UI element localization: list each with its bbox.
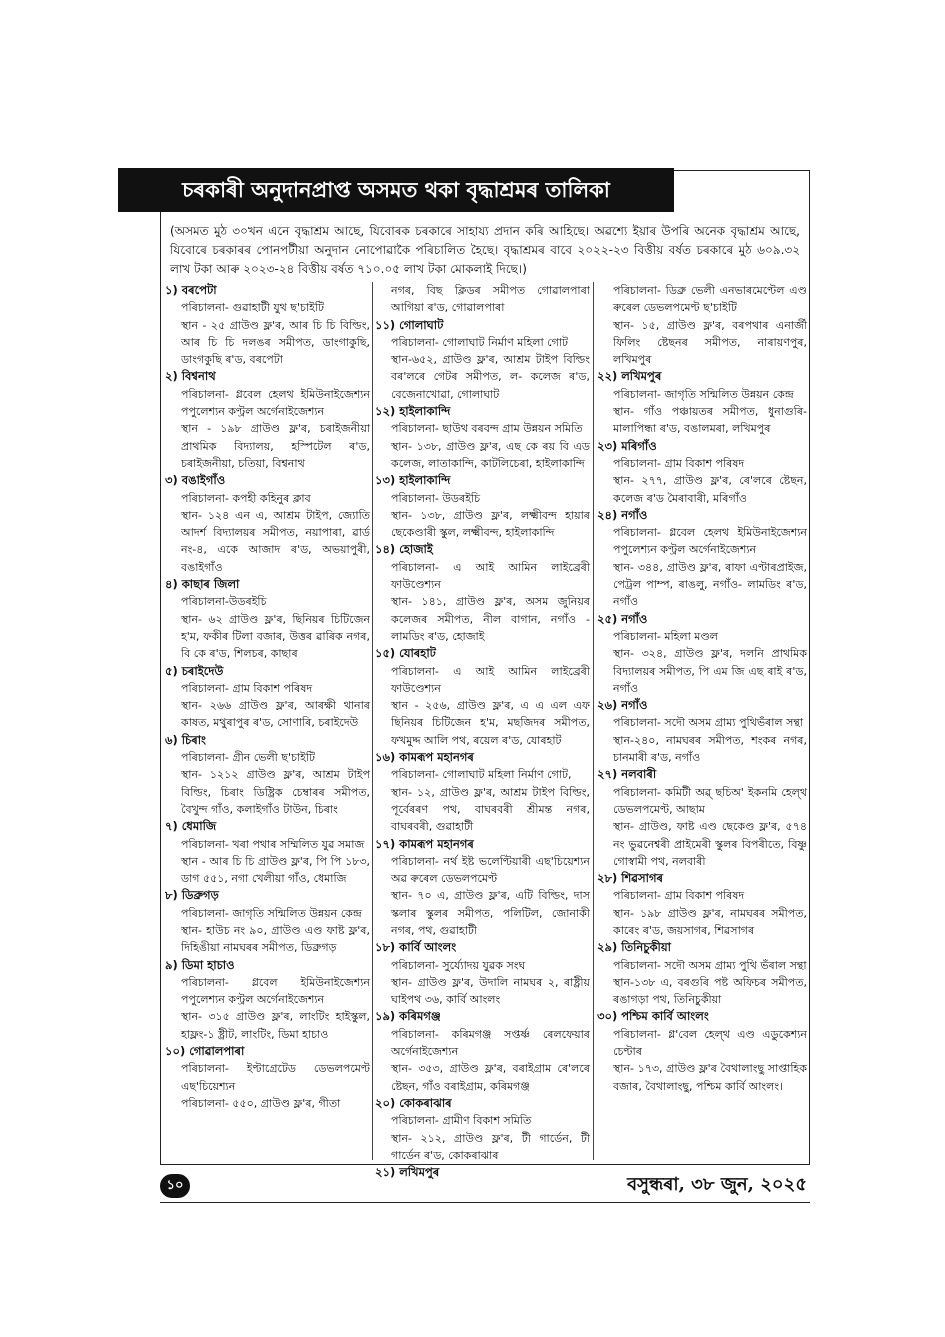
home-entry bbox=[165, 576, 370, 662]
entry-heading: ২১) লখিমপুৰ bbox=[375, 1165, 440, 1180]
entry-line: স্থান - ২৫৬, গ্ৰাউণ্ড ফ্ল'ৰ, এ এ এল এফ ছিনিয়ৰ চিটিজেন হ'ম, মছজিদৰ সমীপত, ফখমুদ্দ আলি পথ, ৰয়েল ৰ'ড, যোৰহাট bbox=[391, 699, 590, 747]
home-entry bbox=[597, 939, 807, 1008]
home-entry bbox=[165, 663, 370, 732]
home-entry bbox=[375, 1164, 590, 1181]
entry-line: পৰিচালনা- এ আই আমিন লাইব্ৰেৰী ফাউণ্ডেশ্যন bbox=[391, 560, 590, 592]
entry-line: স্থান - ২৫ গ্ৰাউণ্ড ফ্ল'ৰ, আৰ চি চি বিল্ডিং, আৰ চি চি দলঙৰ সমীপত, ডাংগাকুছি, ডাংগকুছি ৰ'ড, বৰপেটা bbox=[181, 318, 370, 367]
entry-heading: ২৫) নগাঁও bbox=[597, 611, 648, 626]
footer-masthead: বসুন্ধৰা, ৩৮ জুন, ২০২৫ bbox=[627, 1174, 807, 1195]
entry-heading: ২৯) তিনিচুকীয়া bbox=[597, 940, 671, 955]
entry-line: পৰিচালনা- কমিটী অৱ্ ছচিঅ' ইকনমি হেল্থ ডেভলপমেণ্ট, আছাম bbox=[613, 785, 807, 816]
entry-heading: ৭) ধেমাজি bbox=[165, 819, 217, 834]
home-entry bbox=[597, 282, 807, 368]
entry-line: পৰিচালনা- উডৰইচি bbox=[391, 491, 481, 505]
entry-line: পৰিচালনা- গ্লবেল হেলথ ইমিউনাইজেশ্যন পপুলেশ্যন কণ্ট্ৰল অৰ্গেনাইজেশ্যন bbox=[613, 526, 807, 557]
entry-line: স্থান- হাউচ নং ৯০, গ্ৰাউণ্ড এণ্ড ফাষ্ট ফ্ল'ৰ, দিহিঙীয়া নামঘৰৰ সমীপত, ডিব্ৰুগড় bbox=[181, 923, 370, 955]
home-entry bbox=[165, 282, 370, 368]
entry-line: স্থান - আৰ চি চি গ্ৰাউণ্ড ফ্ল'ৰ, পি পি ১৮৩, ডাগ ৫৫১, নগা খেলীয়া গাঁও, ধেমাজি bbox=[181, 854, 370, 886]
entry-heading: ২৩) মৰিগাঁও bbox=[597, 438, 657, 453]
home-entry bbox=[597, 611, 807, 697]
entry-line: স্থান- ১২, গ্ৰাউণ্ড ফ্ল'ৰ, আশ্ৰম টাইপ বিল্ডিং, পূৰ্বেৰৰণ পথ, বাঘৰবৰী শ্ৰীমন্ত নগৰ, বাঘৰবৰী, গুৱাহাটী bbox=[391, 785, 590, 834]
entry-line: স্থান- ৩৪৪, গ্ৰাউণ্ড ফ্ল'ৰ, ৰাফা এণ্টাৰপ্ৰাইজ, পেট্ৰল পাম্প, ৰাঙলু, নগাঁও- লামডিং ৰ'ড, নগাঁও bbox=[613, 560, 807, 609]
entry-heading: ১৮) কাৰ্বি আংলং bbox=[375, 940, 457, 955]
entry-line: স্থান- ২৭৭, গ্ৰাউণ্ড ফ্ল'ৰ, ৰে'লৰে ষ্টেছন, কলেজ ৰ'ড মৈৰাবাৰী, মৰিগাঁও bbox=[613, 474, 807, 505]
entry-line: পৰিচালনা- গ্ৰীন ভেলী ছ'চাইটি bbox=[181, 751, 315, 765]
entry-heading: ৬) চিৰাং bbox=[165, 732, 206, 747]
page-number: ১০ bbox=[160, 1174, 190, 1198]
home-entry bbox=[375, 541, 590, 645]
entry-line: পৰিচালনা- গোলাঘাট নিৰ্মাণ মহিলা গোট bbox=[391, 335, 569, 349]
entry-line: পৰিচালনা- কপহী কহিনুৰ ক্লাব bbox=[181, 491, 311, 505]
home-entry bbox=[165, 957, 370, 1043]
entry-line: পৰিচালনা- জাগৃতি সন্মিলিত উন্নয়ন কেন্দ্ৰ bbox=[181, 906, 362, 920]
entry-line: নগৰ, বিছ ক্লিডৰ সমীপত গোৱালপাৰা আগিয়া ৰ'ড, গোৱালপাৰা bbox=[391, 284, 590, 315]
entry-heading: ২৮) শিৱসাগৰ bbox=[597, 871, 663, 886]
entry-line: স্থান- ১৩৮, গ্ৰাউণ্ড ফ্ল'ৰ, লক্ষ্মীবন্দ হায়াৰ ছেকেণ্ডাৰী স্কুল, লক্ষ্মীবন্দ, হাইলাকান্দি bbox=[391, 508, 590, 540]
entry-line: পৰিচালনা- গ্ৰাম বিকাশ পৰিষদ bbox=[181, 681, 313, 695]
entry-line: স্থান-১৩৮ এ, বৰগুৰি পষ্ট অফিচৰ সমীপত, ৰঙাগড়া পথ, তিনিচুকীয়া bbox=[613, 975, 807, 1007]
entry-line: স্থান- ১২৪ এন এ, আশ্ৰম টাইপ, জ্যোতি আদৰ্শ বিদ্যালয়ৰ সমীপত, নয়াপাৰা, ৱাৰ্ড নং-৪, একে আজাদ ৰ'ড, অভয়াপুৰী, বঙাইগাঁও bbox=[181, 508, 370, 574]
home-entry bbox=[375, 282, 590, 317]
entry-heading: ২২) লখিমপুৰ bbox=[597, 369, 662, 384]
column-2 bbox=[375, 282, 590, 1181]
entry-heading: ১৪) হোজাই bbox=[375, 542, 433, 557]
entry-heading: ৮) ডিব্ৰুগড় bbox=[165, 888, 219, 903]
entry-heading: ২৬) নগাঁও bbox=[597, 698, 648, 713]
home-entry bbox=[597, 1008, 807, 1094]
entry-line: পৰিচালনা- গোলাঘাট মহিলা নিৰ্মাণ গোট, bbox=[391, 768, 572, 782]
column-divider bbox=[372, 282, 373, 1160]
entry-heading: ১৩) হাইলাকান্দি bbox=[375, 473, 451, 488]
column-1 bbox=[165, 282, 370, 1112]
entry-heading: ২৭) নলবাৰী bbox=[597, 767, 657, 782]
article-title: চৰকাৰী অনুদানপ্ৰাপ্ত অসমত থকা বৃদ্ধাশ্ৰমৰ তালিকা bbox=[118, 168, 674, 212]
entry-line: স্থান- ৩১৫ গ্ৰাউণ্ড ফ্ল'ৰ, লাংটিং হাইস্কুল, হাফ্লং-১ ষ্ট্ৰীট, লাংটিং, ডিমা হাচাও bbox=[181, 1010, 370, 1041]
home-entry bbox=[597, 368, 807, 437]
entry-line: পৰিচালনা- কৰিমগঞ্জ সপ্তৰ্ষ্ণ ৰেলফেয়াৰ অৰ্গেনাইজেশ্যন bbox=[391, 1027, 590, 1059]
entry-heading: ২০) কোকৰাঝাৰ bbox=[375, 1095, 452, 1110]
entry-line: পৰিচালনা- খৰা পথাৰ সম্মিলিত যুৱ সমাজ bbox=[181, 837, 365, 851]
home-entry bbox=[597, 766, 807, 870]
column-divider bbox=[593, 282, 594, 1160]
home-entry bbox=[375, 836, 590, 940]
entry-line: স্থান-২৪০, নামঘৰৰ সমীপত, শংকৰ নগৰ, চানমাৰী ৰ'ড, নগাঁও bbox=[613, 733, 807, 765]
entry-heading: ১৫) যোৰহাট bbox=[375, 646, 436, 661]
entry-line: পৰিচালনা- ছাউথ বৰবন্দ গ্ৰাম উন্নয়ন সমিতি bbox=[391, 422, 583, 436]
home-entry bbox=[375, 645, 590, 749]
home-entry bbox=[165, 732, 370, 818]
entry-line: স্থান- ১৯৮ গ্ৰাউণ্ড ফ্ল'ৰ, নামঘৰৰ সমীপত, কাৰেং ৰ'ড, জয়সাগৰ, শিৱসাগৰ bbox=[613, 906, 807, 937]
entry-line: স্থান- ৩৫৩, গ্ৰাউণ্ড ফ্ল'ৰ, বৰাইগ্ৰাম ৰে'লৰে ষ্টেছন, গাঁও বৰাইগ্ৰাম, কৰিমগঞ্জ bbox=[391, 1062, 590, 1093]
home-entry bbox=[597, 438, 807, 507]
entry-line: স্থান-৬৫২, গ্ৰাউণ্ড ফ্ল'ৰ, আশ্ৰম টাইপ বিল্ডিং বৰ'লৰে গেটৰ সমীপত, ল- কলেজ ৰ'ড, বেজেনাখোৱা, গোলাঘাট bbox=[391, 353, 590, 401]
home-entry bbox=[375, 317, 590, 403]
entry-heading: ১৭) কামৰূপ মহানগৰ bbox=[375, 836, 474, 851]
entry-line: পৰিচালনা- গ্ৰামীণ বিকাশ সমিতি bbox=[391, 1114, 532, 1128]
entry-line: পৰিচালনা- সদৌ অসম গ্ৰাম্য পুথিভঁৰাল সন্থা bbox=[613, 716, 804, 730]
entry-line: পৰিচালনা- এ আই আমিন লাইব্ৰেৰী ফাউণ্ডেশ্যন bbox=[391, 664, 590, 695]
entry-heading: ২) বিশ্বনাথ bbox=[165, 369, 216, 384]
entry-heading: ৫) চৰাইদেউ bbox=[165, 663, 224, 678]
home-entry bbox=[375, 403, 590, 472]
intro-paragraph: (অসমত মুঠ ৩০খন এনে বৃদ্ধাশ্ৰম আছে, যিবোৰক চৰকাৰে সাহায্য প্ৰদান কৰি আহিছে। অৱশ্যে ইয়াৰ উপৰি অনেক বৃদ্ধাশ্ৰম আছে, যিবোৰে চৰকাৰৰ পোনপটীয়া অনুদান নোপোৱাকৈ পৰিচালিত হৈছে। বৃদ্ধাশ্ৰমৰ বাবে ২০২২-২৩ বিত্তীয় বৰ্ষত চৰকাৰে মুঠ ৬০৯.৩২ লাখ টকা আৰু ২০২৩-২৪ বিত্তীয় বৰ্ষত ৭১০.০৫ লাখ টকা মোকলাই দিছে।) bbox=[170, 224, 800, 276]
entry-heading: ১২) হাইলাকান্দি bbox=[375, 404, 451, 419]
home-entry bbox=[375, 1095, 590, 1164]
entry-line: পৰিচালনা- গ্ৰাম বিকাশ পৰিষদ bbox=[613, 456, 745, 470]
entry-line: পৰিচালনা- নৰ্থ ইষ্ট ভলেণ্টিয়াৰী এছ'চিয়েশ্যন অৱ ৰুৰেল ডেভলপমেণ্ট bbox=[391, 854, 590, 886]
entry-line: স্থান- ৬২ গ্ৰাউণ্ড ফ্ল'ৰ, ছিনিয়ৰ চিটিজেন হ'ম, ফকীৰ টিলা বজাৰ, উত্তৰ ৱাৰিক নগৰ, বি কে ৰ'ড, শিলচৰ, কাছাৰ bbox=[181, 612, 370, 661]
entry-line: পৰিচালনা- মহিলা মণ্ডল bbox=[613, 629, 718, 643]
entry-line: পৰিচালনা- ৫৫০, গ্ৰাউণ্ড ফ্ল'ৰ, গীতা bbox=[181, 1096, 341, 1110]
entry-heading: ৯) ডিমা হাচাও bbox=[165, 957, 235, 972]
entry-line: স্থান- ৭০ এ, গ্ৰাউণ্ড ফ্ল'ৰ, এটি বিল্ডিং, দাস স্কলাৰ স্কুলৰ সমীপত, পলিটিল, জোনাকী নগৰ, পথ, গুৱাহাটী bbox=[391, 889, 590, 937]
entry-line: পৰিচালনা- গ্ল'বেল হেল্থ এণ্ড এডুকেশ্যন চেণ্টাৰ bbox=[613, 1027, 807, 1059]
home-entry bbox=[165, 887, 370, 956]
entry-line: স্থান- গাঁও পঞ্চায়তৰ সমীপত, ধুনাগুৰি-মালাপিন্ধা ৰ'ড, বঙালমৰা, লখিমপুৰ bbox=[613, 405, 807, 436]
entry-line: পৰিচালনা- গ্লবেল হেলথ ইমিউনাইজেশ্যন পপুলেশ্যন কণ্ট্ৰল অৰ্গেনাইজেশ্যন bbox=[181, 387, 370, 419]
entry-line: স্থান- ২৬৬ গ্ৰাউণ্ড ফ্ল'ৰ, আৰক্ষী থানাৰ কাষত, মথুৰাপুৰ ৰ'ড, সোণাৰি, চৰাইদেউ bbox=[181, 699, 370, 730]
entry-line: স্থান- ১৪১, গ্ৰাউণ্ড ফ্ল'ৰ, অসম জুনিয়ৰ কলেজৰ সমীপত, নীল বাগান, নগাঁও - লামডিং ৰ'ড, হোজাই bbox=[391, 595, 590, 643]
entry-line: স্থান- গ্ৰাউণ্ড ফ্ল'ৰ, উদালি নামঘৰ ২, ৰাষ্ট্ৰীয় ঘাইপথ ৩৬, কাৰ্বি আংলং bbox=[391, 975, 590, 1007]
entry-line: পৰিচালনা- গুৱাহাটী যুথ ছ'চাইটি bbox=[181, 301, 324, 315]
home-entry bbox=[597, 697, 807, 766]
entry-line: পৰিচালনা- ডিব্ৰু ভেলী এনভাৰমেণ্টেল এণ্ড ৰুৰেল ডেভলপমেণ্ট ছ'চাইটি bbox=[613, 284, 807, 315]
column-3 bbox=[597, 282, 807, 1095]
home-entry bbox=[375, 939, 590, 1008]
entry-line: পৰিচালনা- সদৌ অসম গ্ৰাম্য পুথি ভঁৰাল সন্থা bbox=[613, 958, 807, 972]
entry-heading: ১১) গোলাঘাট bbox=[375, 317, 444, 332]
entry-heading: ১০) গোৱালপাৰা bbox=[165, 1044, 245, 1059]
entry-line: স্থান- ৩২৪, গ্ৰাউণ্ড ফ্ল'ৰ, দলনি প্ৰাথমিক বিদ্যালয়ৰ সমীপত, পি এম জি এছ ৰাই ৰ'ড, নগাঁও bbox=[613, 647, 807, 695]
entry-heading: ৩) বঙাইগাঁও bbox=[165, 473, 226, 488]
entry-line: স্থান- ১৫, গ্ৰাউণ্ড ফ্ল'ৰ, বৰপথাৰ এনাৰ্জী ফিলিং ষ্টেছনৰ সমীপত, নাৰায়ণপুৰ, লখিমপুৰ bbox=[613, 318, 807, 367]
entry-line: স্থান- ২১২, গ্ৰাউণ্ড ফ্ল'ৰ, টী গাৰ্ডেন, টী গাৰ্ডেন ৰ'ড, কোকৰাঝাৰ bbox=[391, 1131, 590, 1162]
home-entry bbox=[165, 1043, 370, 1112]
home-entry bbox=[375, 749, 590, 835]
home-entry bbox=[597, 507, 807, 611]
home-entry bbox=[597, 870, 807, 939]
footer-rule bbox=[160, 1202, 810, 1203]
entry-line: স্থান- ১২১২ গ্ৰাউণ্ড ফ্ল'ৰ, আশ্ৰম টাইপ বিল্ডিং, চিৰাং ডিষ্ট্ৰিক চেম্বাৰৰ সমীপত, বৈখুন্দ গাঁও, কলাইগাঁও টাউন, চিৰাং bbox=[181, 768, 370, 816]
entry-line: পৰিচালনা- গ্ৰাম বিকাশ পৰিষদ bbox=[613, 889, 745, 903]
home-entry bbox=[375, 472, 590, 541]
entry-heading: ৪) কাছাৰ জিলা bbox=[165, 577, 240, 592]
entry-line: স্থান- গ্ৰাউণ্ড, ফাষ্ট এণ্ড ছেকেণ্ড ফ্ল'ৰ, ৫৭৪ নং ভুৱনেশ্বৰী প্ৰাইমেৰী স্কুলৰ বিপৰীতে, বিষ্ণু গোস্বামী পথ, নলবাৰী bbox=[613, 820, 807, 868]
entry-heading: ৩০) পশ্চিম কাৰ্বি আংলং bbox=[597, 1009, 709, 1024]
home-entry bbox=[165, 472, 370, 576]
entry-line: পৰিচালনা-উডৰইচি bbox=[181, 595, 267, 609]
entry-heading: ২৪) নগাঁও bbox=[597, 507, 648, 522]
entry-heading: ১) বৰপেটা bbox=[165, 283, 217, 297]
entry-line: স্থান- ১৭৩, গ্ৰাউণ্ড ফ্ল'ৰ বৈথালাংছু সাপ্তাহিক বজাৰ, বৈথালাংছু, পশ্চিম কাৰ্বি আংলং। bbox=[613, 1062, 807, 1093]
entry-heading: ১৬) কামৰূপ মহানগৰ bbox=[375, 750, 474, 765]
entry-line: পৰিচালনা- ইণ্টাগ্ৰেটেড ডেভলপমেণ্ট এছ'চিয়েশ্যন bbox=[181, 1062, 370, 1093]
home-entry bbox=[165, 818, 370, 887]
home-entry bbox=[165, 368, 370, 472]
entry-heading: ১৯) কৰিমগঞ্জ bbox=[375, 1009, 441, 1024]
home-entry bbox=[375, 1008, 590, 1094]
entry-line: স্থান- ১৩৮, গ্ৰাউণ্ড ফ্ল'ৰ, এছ কে ৰয় বি এড কলেজ, লাতাকান্দি, কাটলিচেৰা, হাইলাকান্দি bbox=[391, 439, 590, 470]
entry-line: স্থান - ১৯৮ গ্ৰাউণ্ড ফ্ল'ৰ, চৰাইজনীয়া প্ৰাথমিক বিদ্যালয়, হস্পিটেল ৰ'ড, চৰাইজনীয়া, চতিয়া, বিশ্বনাথ bbox=[181, 422, 370, 470]
entry-line: পৰিচালনা- গ্লবেল ইমিউনাইজেশ্যন পপুলেশ্যন কণ্ট্ৰল অৰ্গেনাইজেশ্যন bbox=[181, 975, 370, 1007]
entry-line: পৰিচালনা- জাগৃতি সন্মিলিত উন্নয়ন কেন্দ্ৰ bbox=[613, 387, 794, 401]
entry-line: পৰিচালনা- সুৰ্য্যোদয় যুৱক সংঘ bbox=[391, 958, 526, 972]
